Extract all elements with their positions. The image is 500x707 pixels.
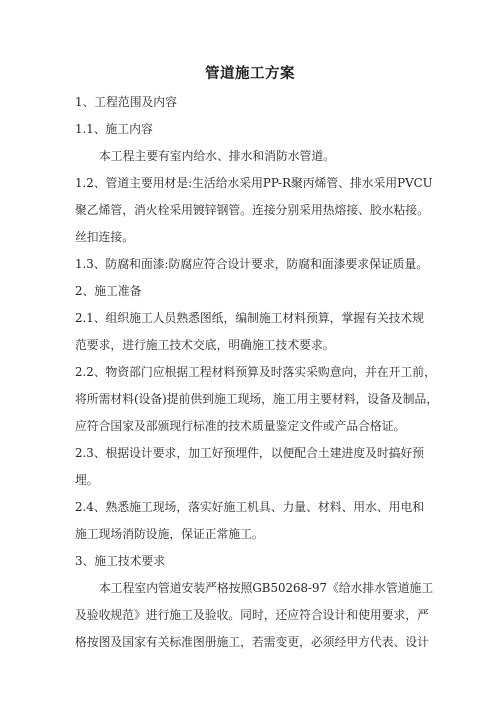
paragraph-line: 2.2、物资部门应根据工程材料预算及时落实采购意向，并在开工前， [75,365,436,379]
paragraph-line: 2.4、熟悉施工现场，落实好施工机具、力量、材料、用水、用电和 [75,500,425,514]
paragraph-line: 本工程主要有室内给水、排水和消防水管道。 [99,149,335,163]
paragraph-line: 格按图及国家有关标准图册施工，若需变更，必须经甲方代表、设计 [75,635,429,649]
paragraph-line: 应符合国家及部颁现行标准的技术质量鉴定文件或产品合格证。 [75,419,406,433]
paragraph-line: 丝扣连接。 [75,230,134,244]
paragraph-line: 施工现场消防设施，保证正常施工。 [75,527,264,541]
section-heading: 2、施工准备 [75,284,142,298]
paragraph-line: 埋。 [75,473,99,487]
paragraph-line: 及验收规范》进行施工及验收。同时，还应符合设计和使用要求，严 [75,608,429,622]
paragraph-line: 2.1、组织施工人员熟悉图纸，编制施工材料预算，掌握有关技术规 [75,311,425,325]
paragraph-line: 聚乙烯管，消火栓采用镀锌钢管。连接分别采用热熔接、胶水粘接。 [75,203,429,217]
document-title: 管道施工方案 [205,66,295,82]
paragraph-line: 2.3、根据设计要求，加工好预埋件，以便配合土建进度及时搞好预 [75,446,425,460]
paragraph-line: 1.2、管道主要用材是:生活给水采用PP-R聚丙烯管、排水采用PVCU [75,176,433,190]
section-heading: 3、施工技术要求 [75,554,166,568]
paragraph-line: 将所需材料(设备)提前供到施工现场，施工用主要材料，设备及制品， [75,392,439,406]
paragraph-line: 本工程室内管道安装严格按照GB50268-97《给水排水管道施工 [99,581,434,595]
subsection-heading: 1.1、施工内容 [75,122,153,136]
paragraph-line: 范要求，进行施工技术交底，明确施工技术要求。 [75,338,335,352]
section-heading: 1、工程范围及内容 [75,95,177,109]
paragraph-line: 1.3、防腐和面漆:防腐应符合设计要求，防腐和面漆要求保证质量。 [75,257,429,271]
